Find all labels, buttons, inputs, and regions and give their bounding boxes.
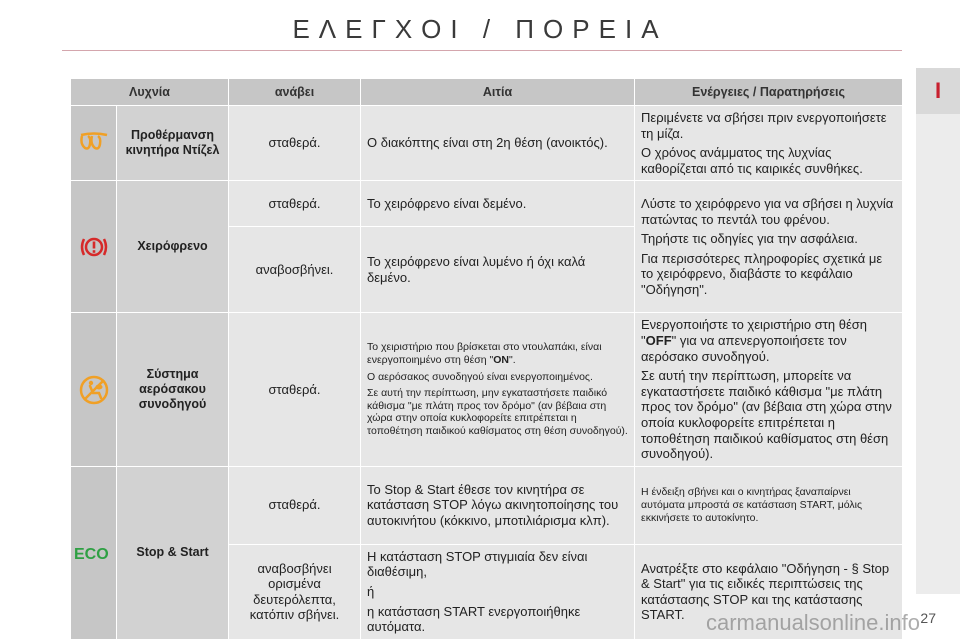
header-light: Λυχνία [71,79,229,106]
light-actions: Η ένδειξη σβήνει και ο κινητήρας ξαναπαίρνει αυτόματα μπροστά σε κατάσταση START, μόλις εκκινήσετε το αυτοκίνητο. [635,466,903,544]
header-actions: Ενέργειες / Παρατηρήσεις [635,79,903,106]
cause-text: Το χειριστήριο που βρίσκεται στο ντουλαπάκι, είναι ενεργοποιημένο στη θέση "ON". [367,341,602,367]
light-name: Stop & Start [117,466,229,639]
passenger-airbag-icon [79,375,109,405]
icon-cell [71,466,117,639]
cause-text: Σε αυτή την περίπτωση, μην εγκαταστήσετε παιδικό κάθισμα "με πλάτη προς τον δρόμο" (αν βέβαια στη χώρα στην οποία κυκλοφορείτε επιτρέπεται η τοποθέτηση παιδικού καθίσματος στη θέση συνοδηγού). [367,387,628,438]
warning-lights-table [70,78,903,640]
light-actions [635,181,903,313]
parking-brake-icon [80,233,108,261]
light-state: αναβοσβήνει. [229,227,361,313]
light-state: αναβοσβήνει ορισμένα δευτερόλεπτα, κατόπιν σβήνει. [229,544,361,639]
light-state: σταθερά. [229,181,361,227]
chapter-strip [916,114,960,594]
table-row [71,313,903,466]
table-row [71,181,903,227]
cause-text: η κατάσταση START ενεργοποιήθηκε αυτόματα. [367,603,581,635]
table-row [71,466,903,544]
watermark: carmanualsonline.info [705,610,920,635]
light-name: Προθέρμανση κινητήρα Ντίζελ [117,106,229,181]
eco-stop-start-icon [74,543,114,563]
light-actions [635,106,903,181]
title-divider [62,50,902,51]
table-header-row [71,79,903,106]
cause-text: Ο αερόσακος συνοδηγού είναι ενεργοποιημένος. [367,370,593,383]
light-state: σταθερά. [229,313,361,466]
light-cause: Το Stop & Start έθεσε τον κινητήρα σε κατάσταση STOP λόγω ακινητοποίησης του αυτοκινήτου (κόκκινο, μποτιλιάρισμα κλπ). [361,466,635,544]
action-text: Σε αυτή την περίπτωση, μπορείτε να εγκαταστήσετε παιδικό κάθισμα "με πλάτη προς τον δρόμο" (αν βέβαια στη χώρα στην οποία κυκλοφορείτε επιτρέπεται η τοποθέτηση παιδικού καθίσματος στη θέση συνοδηγού). [641,368,892,462]
icon-cell [71,181,117,313]
header-cause: Αιτία [361,79,635,106]
light-cause [361,544,635,639]
cause-text: ή [367,583,375,599]
light-cause: Το χειρόφρενο είναι δεμένο. [361,181,635,227]
light-actions: Ανατρέξτε στο κεφάλαιο "Οδήγηση - § Stop & Start" για τις ειδικές περιπτώσεις της κατάστασης STOP και της κατάστασης START. [635,544,903,639]
page-number: 27 [920,610,936,626]
action-text: Τηρήστε τις οδηγίες για την ασφάλεια. [641,231,858,247]
light-cause: Ο διακόπτης είναι στη 2η θέση (ανοικτός). [361,106,635,181]
light-cause [361,313,635,466]
svg-text:ECO: ECO [73,545,109,563]
action-text: Ο χρόνος ανάμματος της λυχνίας καθορίζεται από τις καιρικές συνθήκες. [641,145,863,176]
light-actions [635,313,903,466]
light-state: σταθερά. [229,466,361,544]
icon-cell [71,106,117,181]
action-text: Για περισσότερες πληροφορίες σχετικά με το χειρόφρενο, διαβάστε το κεφάλαιο "Οδήγηση". [641,250,883,298]
light-cause: Το χειρόφρενο είναι λυμένο ή όχι καλά δεμένο. [361,227,635,313]
action-text: Περιμένετε να σβήσει πριν ενεργοποιήσετε τη μίζα. [641,110,887,141]
action-text: Λύστε το χειρόφρενο για να σβήσει η λυχνία πατώντας το πεντάλ του φρένου. [641,196,894,227]
glow-plug-icon [79,132,109,154]
page-title: ΕΛΕΓΧΟΙ / ΠΟΡΕΙΑ [292,14,668,44]
table-row [71,106,903,181]
light-name: Σύστημα αερόσακου συνοδηγού [117,313,229,466]
header-lights-up: ανάβει [229,79,361,106]
cause-text: Η κατάσταση STOP στιγμιαία δεν είναι διαθέσιμη, [367,548,588,580]
light-state: σταθερά. [229,106,361,181]
action-text: Ενεργοποιήστε το χειριστήριο στη θέση "OFF" για να απενεργοποιήσετε τον αερόσακο συνοδηγού. [641,317,867,364]
icon-cell [71,313,117,466]
chapter-tab[interactable]: I [916,68,960,114]
light-name: Χειρόφρενο [117,181,229,313]
